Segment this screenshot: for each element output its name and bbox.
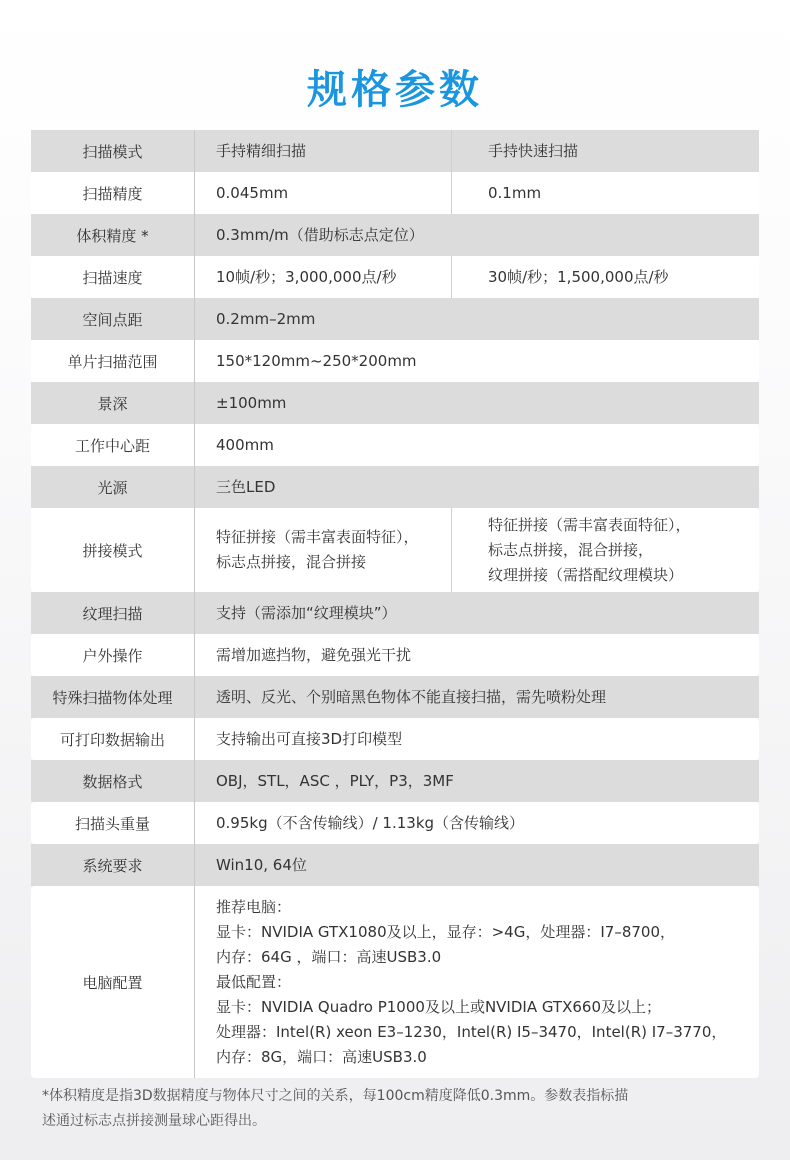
- spec-table: [31, 130, 759, 1078]
- spec-row-light-source: [31, 466, 759, 508]
- spec-label: 单片扫描范围: [31, 340, 195, 382]
- spec-row-data-format: [31, 760, 759, 802]
- spec-value-fine: 10帧/秒；3,000,000点/秒: [195, 256, 452, 298]
- spec-row-system-requirements: [31, 844, 759, 886]
- spec-line: 显卡：NVIDIA Quadro P1000及以上或NVIDIA GTX660及以上；: [216, 997, 662, 1016]
- spec-row-scan-accuracy: [31, 172, 759, 214]
- spec-label: 纹理扫描: [31, 592, 195, 634]
- spec-value: OBJ，STL，ASC ，PLY，P3，3MF: [216, 771, 454, 790]
- spec-value: 透明、反光、个别暗黑色物体不能直接扫描，需先喷粉处理: [216, 687, 607, 706]
- spec-value: 支持（需添加“纹理模块”）: [216, 603, 397, 622]
- spec-label: 数据格式: [31, 760, 195, 802]
- spec-value: 0.95kg（不含传输线）/ 1.13kg（含传输线）: [216, 813, 525, 832]
- spec-row-volumetric-accuracy: [31, 214, 759, 256]
- spec-row-printable-output: [31, 718, 759, 760]
- spec-line: 标志点拼接，混合拼接: [216, 553, 367, 571]
- spec-row-alignment-mode: [31, 508, 759, 592]
- spec-row-depth-of-field: [31, 382, 759, 424]
- spec-value: 0.2mm–2mm: [216, 309, 316, 328]
- spec-label: 系统要求: [31, 844, 195, 886]
- spec-label: 空间点距: [31, 298, 195, 340]
- spec-line: 纹理拼接（需搭配纹理模块）: [488, 565, 684, 584]
- spec-value-handheld-fast: 手持快速扫描: [488, 141, 579, 160]
- spec-label: 光源: [31, 466, 195, 508]
- spec-line: 内存：8G，端口：高速USB3.0: [216, 1047, 427, 1066]
- spec-value: [195, 886, 759, 1078]
- spec-line: 特征拼接（需丰富表面特征），: [488, 515, 691, 534]
- spec-label: 特殊扫描物体处理: [31, 676, 195, 718]
- spec-row-special-objects: [31, 676, 759, 718]
- spec-line: 处理器：Intel(R) xeon E3–1230，Intel(R) I5–3470，Intel(R) I7–3770，: [216, 1022, 727, 1041]
- spec-line: 显卡：NVIDIA GTX1080及以上，显存：>4G，处理器：I7–8700，: [216, 922, 675, 941]
- spec-label: 扫描精度: [31, 172, 195, 214]
- spec-label: 可打印数据输出: [31, 718, 195, 760]
- spec-value: ±100mm: [216, 393, 287, 412]
- spec-label: 扫描模式: [31, 130, 195, 172]
- spec-value-fast: 30帧/秒；1,500,000点/秒: [488, 267, 669, 286]
- spec-value-handheld-fine: 手持精细扫描: [195, 130, 452, 172]
- page-title: 规格参数: [307, 67, 483, 113]
- footnote-line: 述通过标志点拼接测量球心距得出。: [42, 1113, 266, 1129]
- spec-line: 标志点拼接，混合拼接，: [488, 540, 654, 559]
- spec-row-computer-config: [31, 886, 759, 1078]
- spec-label: 景深: [31, 382, 195, 424]
- spec-line: 内存：64G ，端口：高速USB3.0: [216, 947, 442, 966]
- spec-label: 扫描头重量: [31, 802, 195, 844]
- spec-value-fast: [452, 508, 759, 592]
- spec-value-fine: [195, 508, 452, 592]
- spec-row-texture-scan: [31, 592, 759, 634]
- spec-value: 0.3mm/m（借助标志点定位）: [216, 225, 424, 244]
- spec-label: 户外操作: [31, 634, 195, 676]
- spec-row-outdoor: [31, 634, 759, 676]
- spec-value: 支持输出可直接3D打印模型: [216, 729, 403, 748]
- spec-value-fast: 0.1mm: [488, 183, 542, 202]
- spec-label: 工作中心距: [31, 424, 195, 466]
- spec-value: 400mm: [216, 435, 274, 454]
- spec-value: Win10, 64位: [216, 855, 307, 874]
- spec-value-fine: 0.045mm: [195, 172, 452, 214]
- spec-line: 特征拼接（需丰富表面特征），: [216, 528, 419, 546]
- spec-label: 扫描速度: [31, 256, 195, 298]
- spec-value: 需增加遮挡物，避免强光干扰: [216, 645, 412, 664]
- spec-row-scan-speed: [31, 256, 759, 298]
- spec-value: 三色LED: [216, 477, 276, 496]
- spec-label: 拼接模式: [31, 508, 195, 592]
- spec-value: 150*120mm~250*200mm: [216, 351, 417, 370]
- footnote: [42, 1084, 742, 1134]
- spec-line: 最低配置：: [216, 972, 292, 991]
- spec-row-scan-mode: [31, 130, 759, 172]
- spec-row-point-distance: [31, 298, 759, 340]
- spec-label: 体积精度 *: [31, 214, 195, 256]
- spec-row-head-weight: [31, 802, 759, 844]
- footnote-line: *体积精度是指3D数据精度与物体尺寸之间的关系，每100cm精度降低0.3mm。参数表指标描: [42, 1088, 629, 1104]
- spec-row-working-distance: [31, 424, 759, 466]
- spec-label: 电脑配置: [31, 886, 195, 1078]
- spec-row-scan-area: [31, 340, 759, 382]
- spec-line: 推荐电脑：: [216, 897, 292, 916]
